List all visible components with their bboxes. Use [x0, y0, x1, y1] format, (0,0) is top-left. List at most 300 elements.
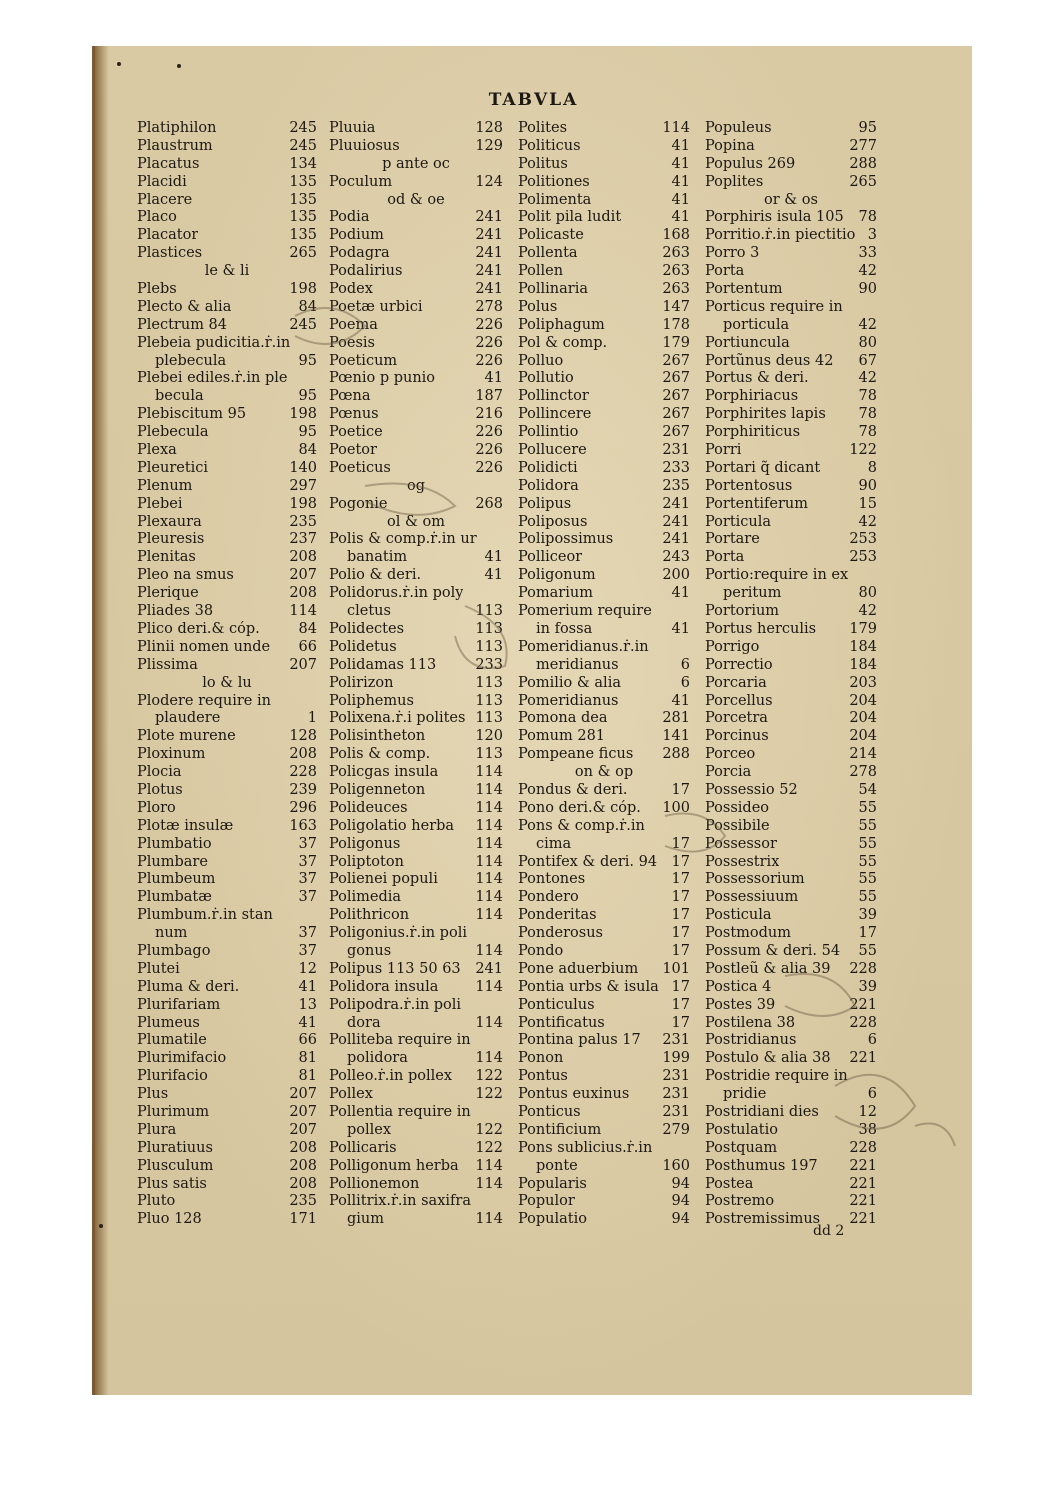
page-reference: 226: [475, 459, 503, 476]
page-reference: 208: [289, 1175, 317, 1192]
index-entry: [137, 836, 317, 854]
index-term: Plebeia pudicitia.ṙ.in: [137, 334, 291, 351]
index-term: Plodere require in: [137, 692, 271, 709]
index-term: Plumbeum: [137, 871, 216, 888]
index-term: Porceo: [705, 746, 756, 763]
page-reference: 253: [849, 549, 877, 566]
page-reference: 135: [289, 173, 317, 190]
index-term: cletus: [347, 603, 391, 620]
index-entry: [137, 979, 317, 997]
index-entry: [705, 1015, 877, 1033]
index-term: Poetæ urbici: [329, 298, 423, 315]
index-entry: [329, 1086, 503, 1104]
index-column-3: [518, 120, 690, 1229]
index-entry: [137, 388, 317, 406]
index-entry: [518, 460, 690, 478]
index-entry: [705, 764, 877, 782]
index-term: Postes 39: [705, 996, 776, 1013]
page-reference: 122: [475, 1139, 503, 1156]
index-entry: [518, 854, 690, 872]
index-term: le & li: [204, 263, 250, 280]
index-term: Placator: [137, 227, 199, 244]
index-entry: [518, 317, 690, 335]
index-entry: [705, 299, 877, 317]
page-reference: 55: [858, 942, 877, 959]
index-entry: [137, 603, 317, 621]
page-reference: 94: [671, 1175, 690, 1192]
page-reference: 253: [849, 531, 877, 548]
index-entry: [518, 889, 690, 907]
page-reference: 124: [475, 173, 503, 190]
index-term: polidora: [347, 1050, 408, 1067]
page-reference: 17: [671, 925, 690, 942]
index-entry: [329, 997, 503, 1015]
page-reference: 17: [858, 925, 877, 942]
page-reference: 221: [849, 1211, 877, 1228]
index-entry: [705, 997, 877, 1015]
page-reference: 122: [475, 1068, 503, 1085]
index-term: Porcellus: [705, 692, 773, 709]
index-term: Possideo: [705, 799, 770, 816]
index-entry: [329, 675, 503, 693]
index-entry: [705, 728, 877, 746]
index-term: Pondus & deri.: [518, 781, 628, 798]
index-entry: [518, 603, 690, 621]
index-entry: [137, 693, 317, 711]
page-reference: 198: [289, 281, 317, 298]
page-reference: 101: [662, 960, 690, 977]
index-term: Pompeane ficus: [518, 746, 634, 763]
page-reference: 278: [849, 764, 877, 781]
book-page: [92, 46, 972, 1395]
index-term: Ploro: [137, 799, 176, 816]
index-entry: [137, 209, 317, 227]
index-entry: [137, 764, 317, 782]
index-entry: [705, 138, 877, 156]
index-term: Podagra: [329, 245, 390, 262]
page-reference: 265: [849, 173, 877, 190]
index-entry: [518, 227, 690, 245]
index-entry: [329, 979, 503, 997]
index-entry: [518, 120, 690, 138]
index-entry: [137, 1158, 317, 1176]
page-reference: 17: [671, 853, 690, 870]
index-term: Plenum: [137, 477, 193, 494]
page-reference: 17: [671, 889, 690, 906]
index-term: Poeticus: [329, 459, 391, 476]
page-reference: 54: [858, 781, 877, 798]
page-reference: 42: [858, 263, 877, 280]
index-entry: [705, 639, 877, 657]
page-reference: 95: [298, 424, 317, 441]
index-term: Postridiani dies: [705, 1103, 819, 1120]
index-entry: [705, 889, 877, 907]
page-reference: 278: [475, 298, 503, 315]
index-entry: [329, 1104, 503, 1122]
index-term: Pollicaris: [329, 1139, 397, 1156]
index-term: Poligenneton: [329, 781, 426, 798]
index-term: Postea: [705, 1175, 754, 1192]
page-reference: 55: [858, 817, 877, 834]
index-entry: [518, 1193, 690, 1211]
page-reference: 235: [662, 477, 690, 494]
index-term: Porrectio: [705, 656, 773, 673]
index-entry: [329, 1050, 503, 1068]
index-entry: [705, 478, 877, 496]
index-term: Placere: [137, 191, 193, 208]
index-entry: [705, 1068, 877, 1086]
page-reference: 38: [858, 1121, 877, 1138]
index-term: Poligonius.ṙ.in poli: [329, 925, 467, 942]
index-term: Polluo: [518, 352, 564, 369]
page-reference: 208: [289, 549, 317, 566]
index-entry: [705, 836, 877, 854]
page-reference: 198: [289, 406, 317, 423]
index-term: Pomeridianus: [518, 692, 619, 709]
index-entry: [329, 585, 503, 603]
index-entry: [518, 424, 690, 442]
section-letter-heading: [705, 192, 877, 210]
index-entry: [137, 370, 317, 388]
index-term: Polleo.ṙ.in pollex: [329, 1068, 453, 1085]
index-entry: [705, 657, 877, 675]
index-entry: [329, 299, 503, 317]
index-entry: [518, 335, 690, 353]
ink-speck: [117, 62, 121, 66]
index-entry: [518, 192, 690, 210]
page-reference: 42: [858, 513, 877, 530]
index-term: Poetice: [329, 424, 383, 441]
page-reference: 41: [671, 191, 690, 208]
page-reference: 226: [475, 316, 503, 333]
index-entry: [518, 728, 690, 746]
index-entry: [518, 209, 690, 227]
index-term: Plinii nomen unde: [137, 638, 271, 655]
index-term: Poliposus: [518, 513, 588, 530]
index-term: Pluo 128: [137, 1211, 202, 1228]
index-entry: [329, 120, 503, 138]
index-term: Pluma & deri.: [137, 978, 240, 995]
index-term: Portus & deri.: [705, 370, 809, 387]
index-term: Plus: [137, 1086, 169, 1103]
page-reference: 114: [475, 1014, 503, 1031]
index-term: on & op: [574, 764, 634, 781]
page-reference: 84: [298, 442, 317, 459]
page-reference: 84: [298, 298, 317, 315]
index-term: Porphirites lapis: [705, 406, 826, 423]
index-term: Pontifex & deri. 94: [518, 853, 658, 870]
index-entry: [705, 120, 877, 138]
index-term: Popularis: [518, 1175, 587, 1192]
index-entry: [705, 353, 877, 371]
page-reference: 141: [662, 728, 690, 745]
page-reference: 80: [858, 585, 877, 602]
index-term: porticula: [723, 316, 790, 333]
index-entry: [329, 353, 503, 371]
index-entry: [518, 1211, 690, 1229]
index-entry: [329, 263, 503, 281]
page-reference: 41: [671, 692, 690, 709]
index-term: Plastices: [137, 245, 203, 262]
index-term: Postridie require in: [705, 1068, 848, 1085]
index-entry: [137, 585, 317, 603]
page-reference: 114: [475, 1175, 503, 1192]
page-reference: 241: [662, 513, 690, 530]
index-entry: [329, 925, 503, 943]
index-entry: [137, 567, 317, 585]
index-term: Pluratiuus: [137, 1139, 213, 1156]
index-entry: [137, 1032, 317, 1050]
index-term: Pleo na smus: [137, 567, 234, 584]
index-term: Polipus: [518, 495, 572, 512]
index-term: Plissima: [137, 656, 198, 673]
index-term: Postremissimus: [705, 1211, 821, 1228]
index-term: Polliceor: [518, 549, 583, 566]
signature-mark: dd 2: [813, 1223, 845, 1239]
page-reference: 114: [475, 764, 503, 781]
index-entry: [518, 1104, 690, 1122]
index-entry: [705, 854, 877, 872]
index-entry: [329, 836, 503, 854]
index-entry: [518, 818, 690, 836]
page-reference: 17: [671, 907, 690, 924]
index-entry: [137, 317, 317, 335]
index-term: Possessiuum: [705, 889, 799, 906]
index-entry: [705, 549, 877, 567]
page-reference: 226: [475, 424, 503, 441]
index-entry: [518, 1068, 690, 1086]
index-term: num: [155, 925, 188, 942]
index-entry: [705, 1140, 877, 1158]
index-term: Pollinctor: [518, 388, 589, 405]
index-entry: [518, 1086, 690, 1104]
index-entry: [705, 1176, 877, 1194]
index-entry: [705, 1158, 877, 1176]
index-entry: [137, 1068, 317, 1086]
page-reference: 203: [849, 674, 877, 691]
index-entry: [518, 156, 690, 174]
index-term: Plumbatæ: [137, 889, 212, 906]
index-entry: [137, 335, 317, 353]
page-reference: 122: [475, 1086, 503, 1103]
page-reference: 42: [858, 603, 877, 620]
index-entry: [518, 281, 690, 299]
index-term: Plus satis: [137, 1175, 207, 1192]
index-term: Platiphilon: [137, 120, 217, 136]
index-entry: [329, 388, 503, 406]
index-entry: [137, 621, 317, 639]
page-reference: 267: [662, 406, 690, 423]
index-term: Pomona dea: [518, 710, 608, 727]
index-entry: [137, 227, 317, 245]
index-entry: [329, 728, 503, 746]
index-entry: [518, 1032, 690, 1050]
index-entry: [137, 531, 317, 549]
index-entry: [137, 907, 317, 925]
index-entry: [329, 657, 503, 675]
index-entry: [329, 800, 503, 818]
index-term: Plumatile: [137, 1032, 207, 1049]
index-term: Porphiriticus: [705, 424, 801, 441]
index-term: ponte: [536, 1157, 578, 1174]
index-entry: [137, 514, 317, 532]
index-term: Poplites: [705, 173, 764, 190]
page-reference: 113: [475, 603, 503, 620]
page-reference: 114: [475, 907, 503, 924]
page-reference: 114: [475, 942, 503, 959]
index-entry: [329, 1122, 503, 1140]
page-reference: 17: [671, 835, 690, 852]
page-reference: 41: [671, 155, 690, 172]
page-reference: 226: [475, 352, 503, 369]
index-entry: [137, 1176, 317, 1194]
page-reference: 33: [858, 245, 877, 262]
index-term: Poesis: [329, 334, 375, 351]
page-reference: 78: [858, 209, 877, 226]
index-term: Policgas insula: [329, 764, 439, 781]
index-entry: [137, 549, 317, 567]
page-reference: 113: [475, 674, 503, 691]
ink-speck: [177, 64, 181, 68]
page-reference: 207: [289, 1121, 317, 1138]
page-reference: 241: [662, 531, 690, 548]
index-entry: [705, 979, 877, 997]
page-reference: 17: [671, 781, 690, 798]
index-term: Populor: [518, 1193, 575, 1210]
index-entry: [329, 621, 503, 639]
index-column-1: [137, 120, 317, 1229]
index-entry: [137, 943, 317, 961]
index-term: Possestrix: [705, 853, 780, 870]
page-reference: 198: [289, 495, 317, 512]
index-entry: [137, 174, 317, 192]
page-reference: 42: [858, 316, 877, 333]
page-reference: 1: [307, 710, 317, 727]
index-term: od & oe: [387, 191, 445, 208]
page-reference: 37: [298, 942, 317, 959]
index-entry: [705, 800, 877, 818]
page-reference: 122: [849, 442, 877, 459]
page-reference: 120: [475, 728, 503, 745]
index-term: Pontina palus 17: [518, 1032, 641, 1049]
index-term: Polipossimus: [518, 531, 614, 548]
index-entry: [137, 889, 317, 907]
page-reference: 66: [298, 1032, 317, 1049]
page-reference: 114: [475, 817, 503, 834]
index-term: Pomum 281: [518, 728, 606, 745]
page-reference: 140: [289, 459, 317, 476]
index-term: Podex: [329, 281, 373, 298]
page-reference: 55: [858, 835, 877, 852]
index-entry: [705, 710, 877, 728]
index-entry: [518, 961, 690, 979]
index-term: Pogonie: [329, 495, 388, 512]
page-reference: 114: [475, 889, 503, 906]
page-gutter-shadow: [95, 46, 109, 1395]
index-entry: [329, 907, 503, 925]
index-term: Pluuiosus: [329, 137, 400, 154]
ink-speck: [99, 1224, 103, 1228]
index-entry: [705, 621, 877, 639]
page-reference: 113: [475, 692, 503, 709]
page-reference: 147: [662, 298, 690, 315]
index-entry: [137, 1086, 317, 1104]
page-reference: 55: [858, 853, 877, 870]
index-entry: [137, 854, 317, 872]
index-entry: [137, 710, 317, 728]
index-entry: [329, 567, 503, 585]
index-term: Postmodum: [705, 925, 792, 942]
index-entry: [518, 657, 690, 675]
index-term: Plotæ insulæ: [137, 817, 234, 834]
index-entry: [329, 1176, 503, 1194]
index-term: Polidorus.ṙ.in poly: [329, 585, 464, 602]
index-term: Postilena 38: [705, 1014, 796, 1031]
index-entry: [329, 639, 503, 657]
index-entry: [329, 603, 503, 621]
index-entry: [329, 961, 503, 979]
index-entry: [705, 531, 877, 549]
page-reference: 267: [662, 370, 690, 387]
page-reference: 263: [662, 263, 690, 280]
index-term: Polienei populi: [329, 871, 438, 888]
index-entry: [705, 925, 877, 943]
index-entry: [705, 1122, 877, 1140]
index-entry: [518, 585, 690, 603]
index-term: Pono deri.& cóp.: [518, 799, 641, 816]
index-entry: [518, 1015, 690, 1033]
page-reference: 204: [849, 692, 877, 709]
index-term: Poliptoton: [329, 853, 404, 870]
page-reference: 41: [298, 978, 317, 995]
index-term: Plurimifacio: [137, 1050, 227, 1067]
page-reference: 207: [289, 1086, 317, 1103]
page-reference: 90: [858, 281, 877, 298]
index-column-4: [705, 120, 877, 1229]
page-reference: 41: [484, 370, 503, 387]
index-entry: [329, 1158, 503, 1176]
index-entry: [518, 836, 690, 854]
index-entry: [329, 1211, 503, 1229]
page-reference: 114: [475, 1157, 503, 1174]
index-term: Ponon: [518, 1050, 564, 1067]
index-entry: [518, 1122, 690, 1140]
index-entry: [329, 782, 503, 800]
index-term: Plerique: [137, 585, 199, 602]
index-term: Plico deri.& cóp.: [137, 620, 260, 637]
index-term: Pollincere: [518, 406, 592, 423]
index-entry: [137, 478, 317, 496]
index-term: Porphiriacus: [705, 388, 799, 405]
page-reference: 239: [289, 781, 317, 798]
index-entry: [705, 871, 877, 889]
index-term: Pondero: [518, 889, 579, 906]
page-reference: 6: [867, 1086, 877, 1103]
index-term: Possessor: [705, 835, 777, 852]
index-entry: [329, 424, 503, 442]
index-term: Ponticus: [518, 1103, 581, 1120]
page-reference: 78: [858, 388, 877, 405]
index-term: Pollintio: [518, 424, 579, 441]
index-term: Plumbago: [137, 942, 211, 959]
index-entry: [705, 1032, 877, 1050]
index-entry: [329, 370, 503, 388]
page-reference: 78: [858, 424, 877, 441]
index-term: Polideuces: [329, 799, 408, 816]
index-entry: [705, 693, 877, 711]
index-entry: [137, 746, 317, 764]
index-term: Polidicti: [518, 459, 578, 476]
